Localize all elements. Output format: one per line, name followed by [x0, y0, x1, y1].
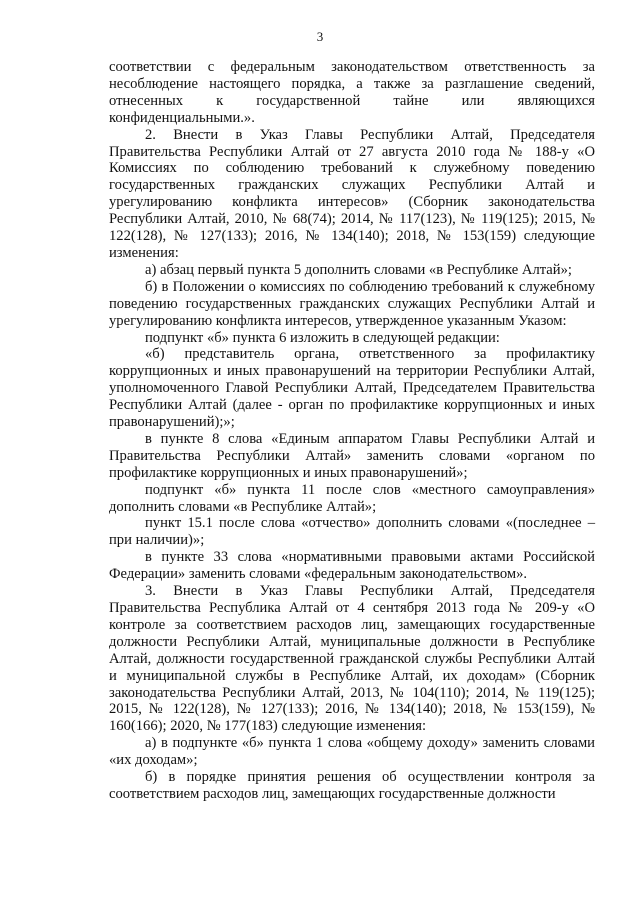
paragraph-continuation: соответствии с федеральным законодательством ответственность за несоблюдение настоящего порядка, а также за разглашение сведений, отнесенных к государственной тайне или являющихся конфиденциальными.». [109, 59, 595, 126]
paragraph-item-2: 2. Внести в Указ Главы Республики Алтай, Председателя Правительства Республики Алтай от 27 августа 2010 года № 188-у «О Комиссиях по соблюдению требований к служебному поведению государственных гражданских служащих Республики Алтай и урегулированию конфликта интересов» (Сборник законодательства Республики Алтай, 2010, № 68(74); 2014, № 117(123), № 119(125); 2015, № 122(128), № 127(133); 2016, № 134(140); 2018, № 153(159) следующие изменения: [109, 126, 595, 261]
paragraph-item-3: 3. Внести в Указ Главы Республики Алтай, Председателя Правительства Республика Алтай от 4 сентября 2013 года № 209-у «О контроле за соответствием расходов лиц, замещающих государственные должности Республики Алтай, муниципальные должности в Республике Алтай, должности государственной гражданской службы Республики Алтай и муниципальной службы в Республике Алтай, их доходам» (Сборник законодательства Республики Алтай, 2013, № 104(110); 2014, № 119(125); 2015, № 122(128), № 127(133); 2016, № 134(140); 2018, № 153(159), № 160(166); 2020, № 177(183) следующие изменения: [109, 583, 595, 735]
paragraph-item-3b: б) в порядке принятия решения об осуществлении контроля за соответствием расходов лиц, замещающих государственные должности [109, 769, 595, 802]
paragraph-new-wording: «б) представитель органа, ответственного за профилактику коррупционных и иных правонарушений на территории Республики Алтай, уполномоченного Главой Республики Алтай, Председателем Правительства Республики Алтай (далее - орган по профилактике коррупционных и иных правонарушений);»; [109, 346, 595, 431]
paragraph-item-3a: а) в подпункте «б» пункта 1 слова «общему доходу» заменить словами «их доходам»; [109, 735, 595, 769]
paragraph-item-15-1: пункт 15.1 после слова «отчество» дополнить словами «(последнее – при наличии)»; [109, 515, 595, 549]
paragraph-item-2b: б) в Положении о комиссиях по соблюдению требований к служебному поведению государственных гражданских служащих Республики Алтай и урегулированию конфликта интересов, утвержденное указанным Указом: [109, 278, 595, 329]
paragraph-item-11: подпункт «б» пункта 11 после слов «местного самоуправления» дополнить словами «в Республике Алтай»; [109, 481, 595, 515]
paragraph-item-33: в пункте 33 слова «нормативными правовыми актами Российской Федерации» заменить словами «федеральным законодательством». [109, 549, 595, 583]
page-number: 3 [316, 29, 324, 44]
paragraph-item-2a: а) абзац первый пункта 5 дополнить словами «в Республике Алтай»; [145, 261, 572, 278]
paragraph-item-8: в пункте 8 слова «Единым аппаратом Главы Республики Алтай и Правительства Республики Алтай» заменить словами «органом по профилактике коррупционных и иных правонарушений»; [109, 430, 595, 481]
paragraph-subitem-6: подпункт «б» пункта 6 изложить в следующей редакции: [145, 329, 500, 346]
document-body [109, 59, 595, 803]
